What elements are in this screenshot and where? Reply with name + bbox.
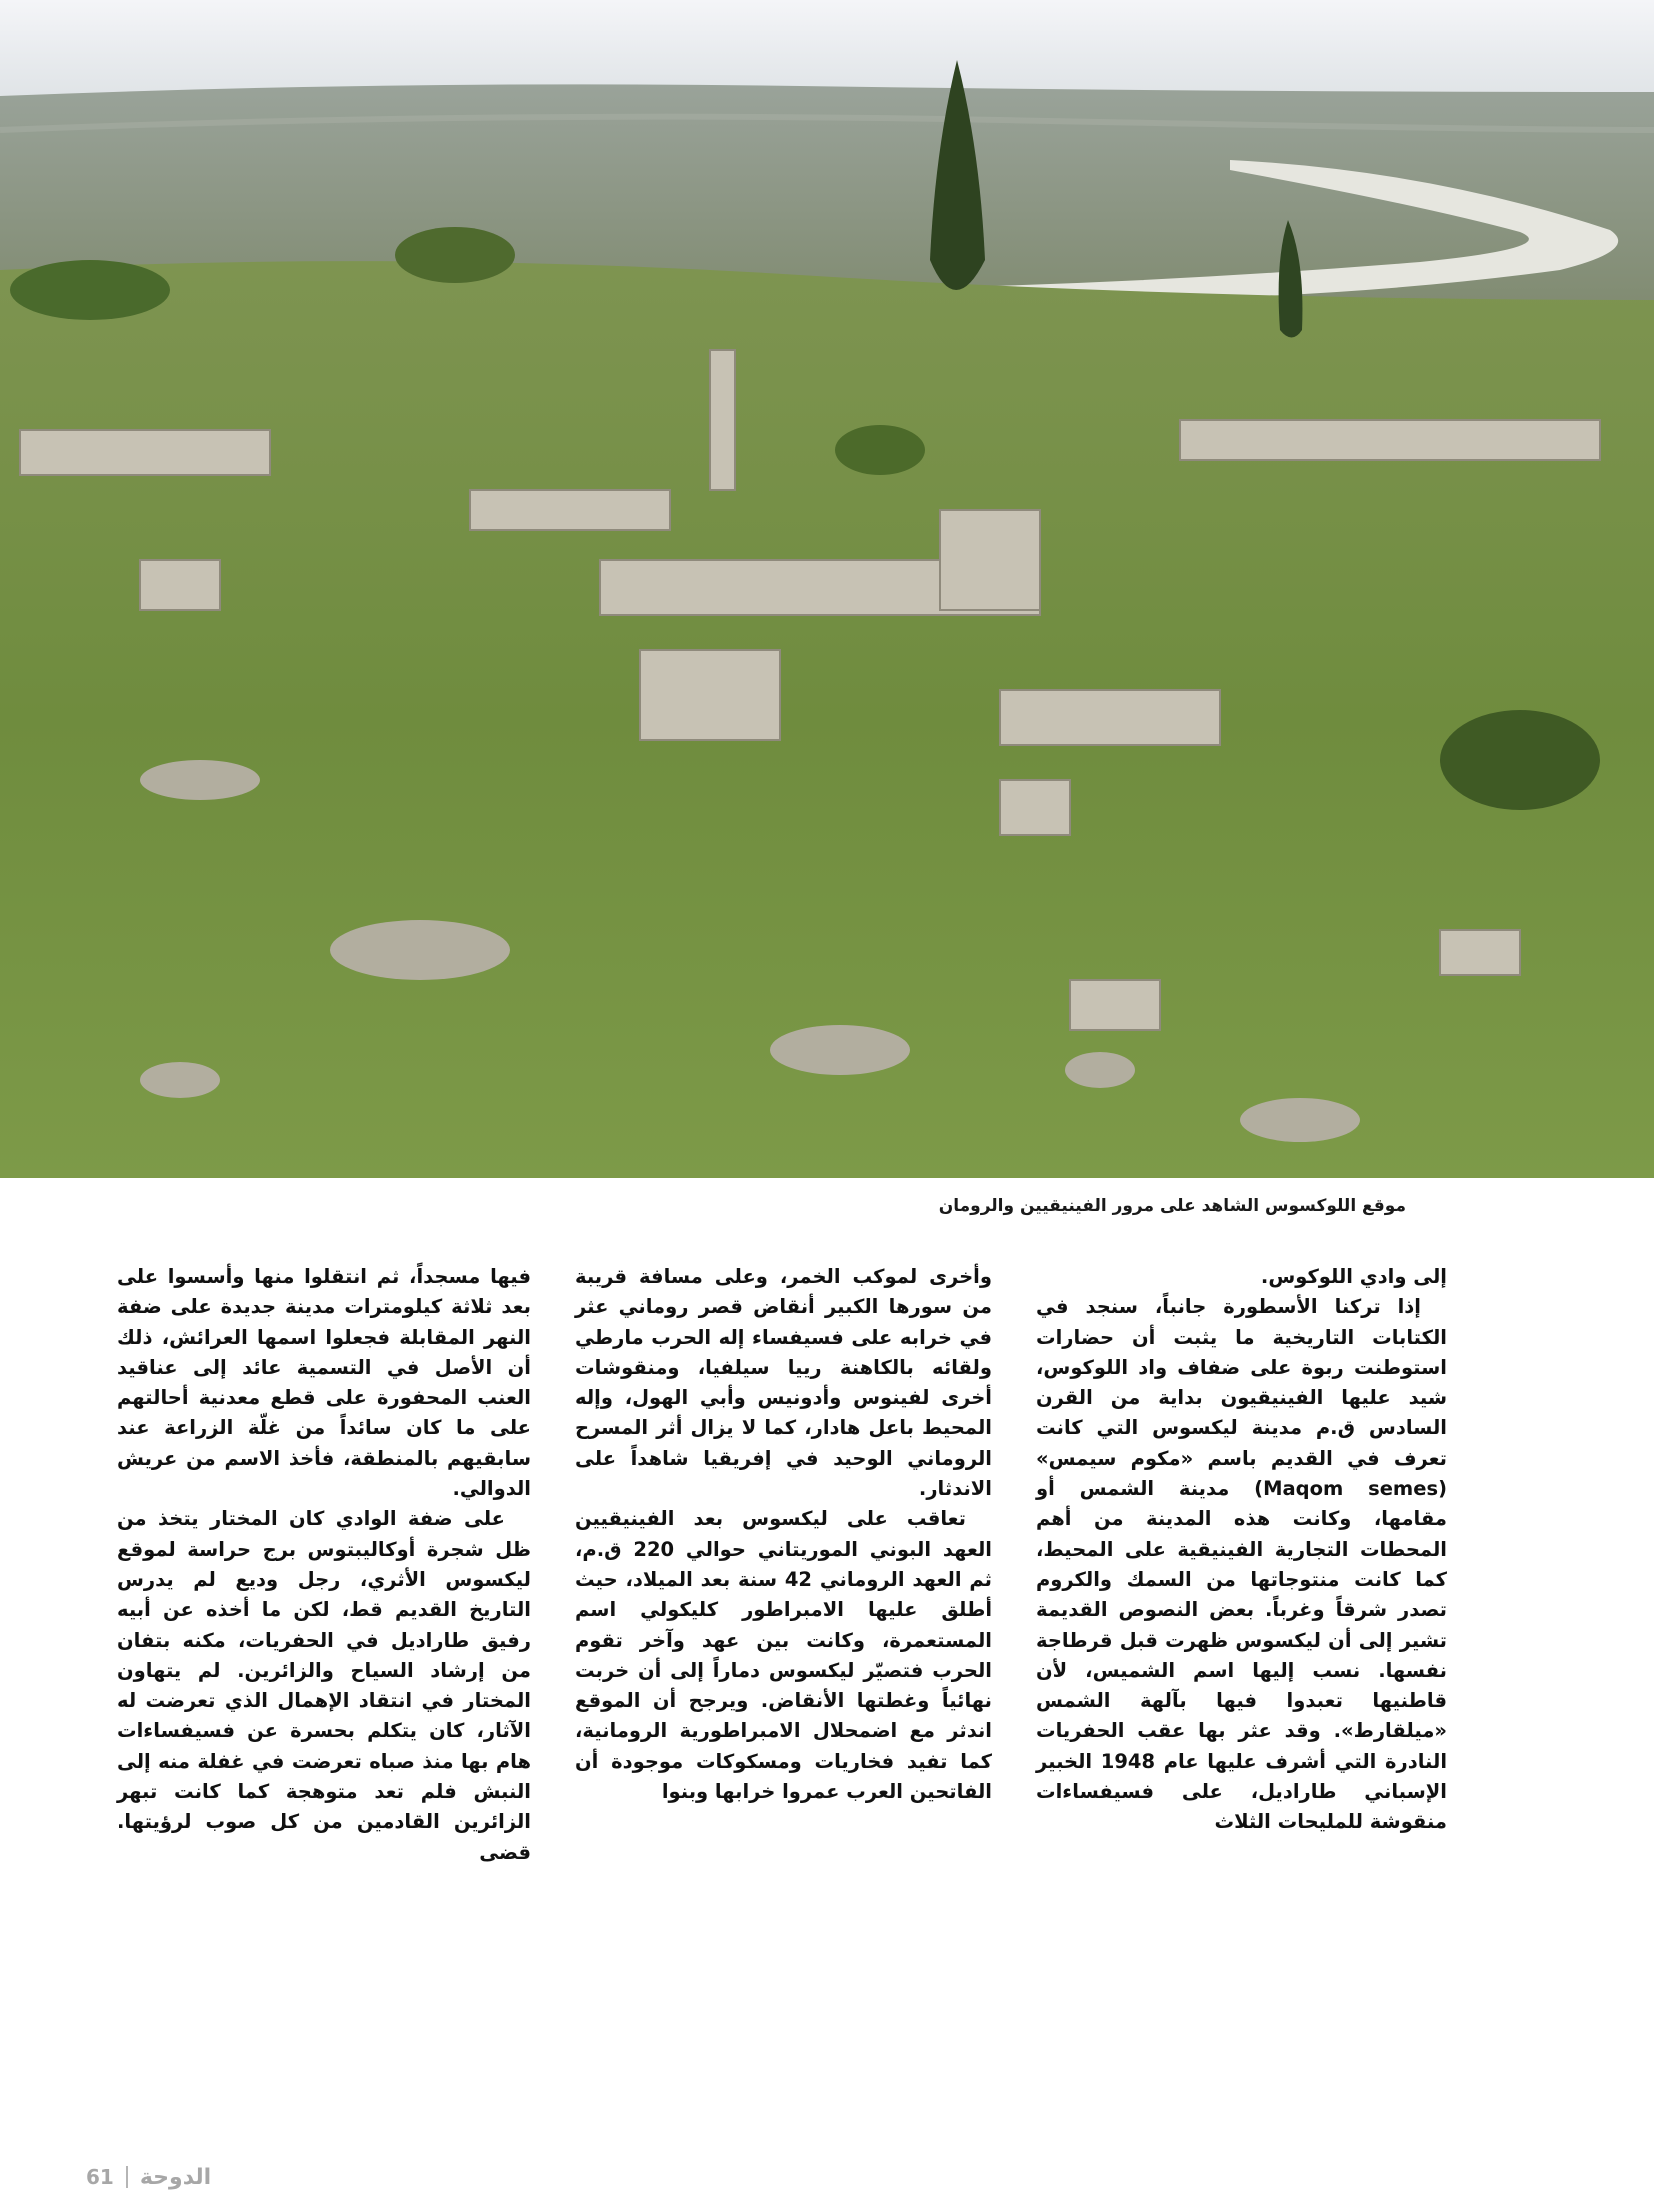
page-footer <box>86 2162 211 2192</box>
paragraph: على ضفة الوادي كان المختار يتخذ من ظل شجرة أوكاليبتوس برج حراسة لموقع ليكسوس الأثري، رجل وديع لم يدرس التاريخ القديم قط، لكن ما أخذه عن أبيه رفيق طاراديل في الحفريات، مكنه بتفان من إرشاد السياح والزائرين. لم يتهاون المختار في انتقاد الإهمال الذي تعرضت له الآثار، كان يتكلم بحسرة عن فسيفساءات هام بها منذ صباه تعرضت في غفلة منه إلى النبش فلم تعد متوهجة كما كانت تبهر الزائرين القادمين من كل صوب لرؤيتها. قضى <box>117 1507 531 1864</box>
paragraph: تعاقب على ليكسوس بعد الفينيقيين العهد البوني الموريتاني حوالي 220 ق.م، ثم العهد الروماني 42 سنة بعد الميلاد، حيث أطلق عليها الامبراطور كليكولي اسم المستعمرة، وكانت بين عهد وآخر تقوم الحرب فتصيّر ليكسوس دماراً إلى أن خربت نهائياً وغطتها الأنقاض. ويرجح أن الموقع اندثر مع اضمحلال الامبراطورية الرومانية، كما تفيد فخاريات ومسكوكات موجودة أن الفاتحين العرب عمروا خرابها وبنوا <box>575 1507 992 1804</box>
text-column-right <box>1036 1262 1447 1982</box>
text-column-middle <box>575 1262 992 1982</box>
text-column-left <box>117 1262 531 1982</box>
page-number: 61 <box>86 2165 114 2189</box>
paragraph: إلى وادي اللوكوس. <box>1260 1265 1447 1288</box>
paragraph: وأخرى لموكب الخمر، وعلى مسافة قريبة من سورها الكبير أنقاض قصر روماني عثر في خرابه على فسيفساء إله الحرب مارطي ولقائه بالكاهنة رييا سيلفيا، ومنقوشات أخرى لفينوس وأدونيس وأبي الهول، وإله المحيط باعل هادار، كما لا يزال أثر المسرح الروماني الوحيد في إفريقيا شاهداً على الاندثار. <box>575 1265 992 1501</box>
footer-divider <box>126 2166 128 2188</box>
magazine-name: الدوحة <box>139 2164 212 2190</box>
photo-caption: موقع اللوكسوس الشاهد على مرور الفينيقيين والرومان <box>938 1196 1406 1216</box>
paragraph: فيها مسجداً، ثم انتقلوا منها وأسسوا على بعد ثلاثة كيلومترات مدينة جديدة على ضفة النهر المقابلة فجعلوا اسمها العرائش، ذلك أن الأصل في التسمية عائد إلى عناقيد العنب المحفورة على قطع معدنية أحالتهم على ما كان سائداً من غلّة الزراعة عند سابقيهم بالمنطقة، فأخذ الاسم من عريش الدوالي. <box>117 1265 531 1501</box>
paragraph: إذا تركنا الأسطورة جانباً، سنجد في الكتابات التاريخية ما يثبت أن حضارات استوطنت ربوة على ضفاف واد اللوكوس، شيد عليها الفينيقيون بداية من القرن السادس ق.م مدينة ليكسوس التي كانت تعرف في القديم باسم «مكوم سيمس» (Maqom semes) مدينة الشمس أو مقامها، وكانت هذه المدينة من أهم المحطات التجارية الفينيقية على المحيط، كما كانت منتوجاتها من السمك والكروم تصدر شرقاً وغرباً. بعض النصوص القديمة تشير إلى أن ليكسوس ظهرت قبل قرطاجة نفسها. نسب إليها اسم الشميس، لأن قاطنيها تعبدوا فيها بآلهة الشمس «ميلقارط». وقد عثر بها عقب الحفريات النادرة التي أشرف عليها عام 1948 الخبير الإسباني طاراديل، على فسيفساءات منقوشة للمليحات الثلاث <box>1036 1295 1448 1834</box>
